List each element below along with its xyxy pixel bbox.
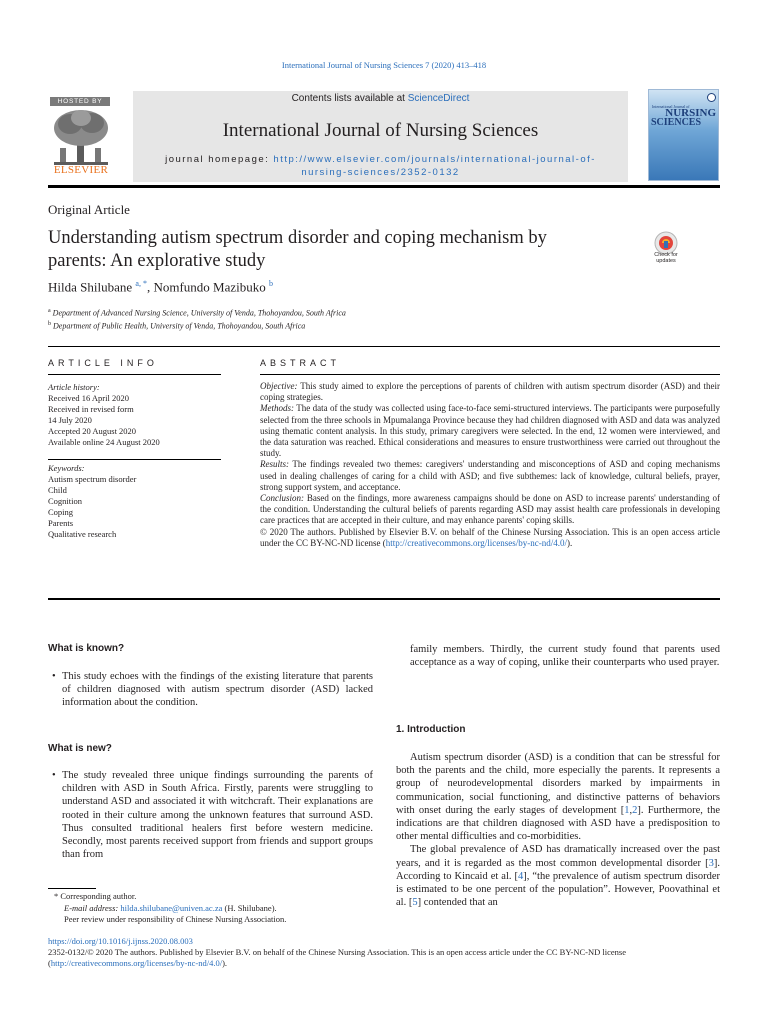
cover-small-text: International Journal of (652, 104, 690, 109)
journal-homepage (133, 153, 628, 179)
article-title (48, 227, 628, 273)
continuation-text: family members. Thirdly, the current study found that parents used acceptance as a way of coping, unlike their counterparts who used prayer. (410, 644, 720, 669)
article-info-heading: ARTICLE INFO (48, 358, 158, 368)
methods-text: The data of the study was collected using face-to-face semi-structured interviews. The participants were purposefully selected from the three schools in Mpumalanga Province because they had children diagnosed with ASD and data was analyzed using thematic content analysis. In this study, primary caregivers were selected. In the end, 12 women were interviewed, and the data saturation was reached. Ethical considerations and measures to ensure trustworthiness were carried out throughout the study. (260, 403, 720, 459)
elsevier-wordmark: ELSEVIER (53, 164, 109, 176)
abstract-rule (260, 374, 720, 375)
history-item: Received in revised form (48, 404, 134, 414)
license-link[interactable]: http://creativecommons.org/licenses/by-nc-nd/4.0/ (385, 537, 568, 548)
keywords-rule (48, 459, 221, 460)
new-findings-continuation (396, 643, 720, 669)
contents-line (133, 93, 628, 104)
abstract-bottom-rule (48, 598, 720, 600)
abstract-objective (260, 381, 720, 403)
affiliation-a-text: Department of Advanced Nursing Science, University of Venda, Thohoyandou, South Africa (52, 308, 346, 318)
info-rule (48, 374, 221, 375)
peer-review-note: Peer review under responsibility of Chinese Nursing Association. (64, 914, 287, 924)
affiliation-a (48, 306, 346, 319)
keyword: Coping (48, 507, 74, 517)
corresponding-author-note: * Corresponding author. (54, 891, 137, 901)
affiliation-b-text: Department of Public Health, University of Venda, Thohoyandou, South Africa (53, 321, 306, 331)
affiliations (48, 306, 346, 331)
conclusion-label: Conclusion: (260, 493, 304, 504)
keyword: Qualitative research (48, 529, 117, 539)
history-label: Article history: (48, 382, 100, 392)
affiliation-b-mark: b (48, 320, 51, 327)
email-label: E-mail address: (64, 902, 121, 913)
intro-paragraph-1 (396, 751, 720, 843)
header-rule (48, 185, 720, 188)
copyright-end: ). (567, 537, 573, 548)
journal-cover-thumbnail[interactable] (648, 89, 719, 181)
abstract-results (260, 459, 720, 493)
contents-prefix: Contents lists available at (291, 93, 408, 104)
objective-text: This study aimed to explore the perceptions of parents of children with autism spectrum disorder (ASD) and their coping strategies. (260, 381, 720, 403)
bottom-end: ). (222, 958, 228, 968)
article-title-line1: Understanding autism spectrum disorder and coping mechanism by (48, 228, 547, 248)
issn-license-line (48, 947, 720, 969)
author-2: Nomfundo Mazibuko (153, 279, 266, 295)
p2-text-b: ]. According to Kincaid et al. [ (396, 857, 720, 882)
homepage-label: journal homepage: (165, 154, 274, 165)
author-1-affiliation-mark[interactable]: a, * (135, 279, 147, 288)
history-item: Accepted 20 August 2020 (48, 426, 137, 436)
homepage-url-line1[interactable]: http://www.elsevier.com/journals/international-journal-of- (273, 154, 596, 165)
keyword: Cognition (48, 496, 83, 506)
article-title-line2: parents: An explorative study (48, 251, 266, 271)
citation-link[interactable]: 4 (518, 870, 524, 882)
doi-license-block (48, 936, 720, 969)
citation-sep: , (629, 804, 633, 816)
abstract-conclusion (260, 493, 720, 527)
affiliation-b (48, 319, 346, 332)
methods-label: Methods: (260, 403, 294, 414)
check-for-updates-label[interactable]: Check for updates (654, 252, 678, 264)
p2-text-c: ], “the prevalence of autism spectrum disorder is estimated to be one percent of the population”. However, Poovathinal et al. [ (396, 870, 720, 909)
p2-text-d: ] contended that an (417, 897, 498, 909)
homepage-url-line2[interactable]: nursing-sciences/2352-0132 (301, 167, 460, 178)
elsevier-tree-logo-icon (50, 108, 112, 166)
citation-link[interactable]: 3 (708, 857, 714, 869)
email-note (54, 903, 374, 915)
article-history (48, 382, 228, 448)
abstract-copyright (260, 527, 720, 549)
journal-title: International Journal of Nursing Sciences (222, 120, 539, 141)
email-link[interactable]: hilda.shilubane@univen.ac.za (120, 902, 223, 913)
abstract-methods (260, 403, 720, 459)
issn-text: 2352-0132/© 2020 The authors. Published by Elsevier B.V. on behalf of the Chinese Nursing Association. This is an open access article under the CC BY-NC-ND license ( (48, 947, 626, 968)
what-is-new-heading: What is new? (48, 743, 112, 754)
results-label: Results: (260, 459, 289, 470)
email-name: (H. Shilubane). (222, 902, 277, 913)
intro-paragraph-2 (396, 843, 720, 909)
cover-nursing: NURSING (665, 107, 716, 119)
conclusion-text: Based on the findings, more awareness campaigns should be done on ASD to increase parents' understanding of the condition. Understanding the cultural beliefs of parents regarding ASD may assist health care professionals in developing care practices that are accepted in their culture, and may enhance parents' coping skills. (260, 493, 720, 526)
copyright-text: © 2020 The authors. Published by Elsevier B.V. on behalf of the Chinese Nursing Association. This is an open access article under the CC BY-NC-ND license ( (260, 526, 720, 548)
citation-link[interactable]: 5 (412, 897, 418, 909)
footnotes (54, 891, 374, 926)
bottom-license-link[interactable]: http://creativecommons.org/licenses/by-nc-nd/4.0/ (50, 958, 223, 968)
keywords-label: Keywords: (48, 463, 85, 473)
what-is-known-heading: What is known? (48, 643, 125, 654)
doi-link[interactable]: https://doi.org/10.1016/j.ijnss.2020.08.003 (48, 936, 193, 946)
sciencedirect-link[interactable]: ScienceDirect (407, 93, 470, 104)
abstract-heading: ABSTRACT (260, 358, 341, 368)
author-2-affiliation-mark[interactable]: b (269, 279, 273, 288)
what-is-known-list (48, 670, 373, 710)
author-list (48, 279, 273, 295)
history-item: Received 16 April 2020 (48, 393, 129, 403)
p1-text-a: Autism spectrum disorder (ASD) is a condition that can be stressful for both the parents and the child, more especially the parents. It represents a group of neurodevelopmental disorders marked by impairments in communication, social functioning, and distinctive patterns of behaviors with onset during the early stages of development [ (396, 752, 720, 816)
list-item: • This study echoes with the findings of the existing literature that parents of children diagnosed with autism spectrum disorder (ASD) lacked information about the condition. (48, 670, 373, 710)
history-item: 14 July 2020 (48, 415, 92, 425)
abstract-body (260, 381, 720, 549)
author-separator: , (146, 279, 154, 295)
what-is-new-list (48, 769, 373, 861)
p1-text-b: ]. Furthermore, the indications are that children diagnosed with ASD have a predisposition to other mental difficulties and co-morbidities. (396, 804, 720, 843)
citation-link[interactable]: 1 (624, 804, 630, 816)
affiliation-a-mark: a (48, 308, 51, 314)
objective-label: Objective: (260, 381, 298, 391)
p2-text-a: The global prevalence of ASD has dramatically increased over the past years, and it is regarded as the most common developmental disorder [ (396, 844, 720, 869)
cover-emblem-icon (707, 93, 716, 102)
introduction-body (396, 751, 720, 909)
list-item: • The study revealed three unique findings surrounding the parents of children with ASD in South Africa. Firstly, parents were struggling to understand ASD and associated it with witchcraft. Their explanations are rooted in their culture among the unknown features that surround ASD. Thus consulted traditional healers first before western medicine. Secondly, most parents received support from friends and support groups than from (48, 769, 373, 861)
hosted-by-badge: HOSTED BY (50, 97, 110, 106)
article-type: Original Article (48, 202, 130, 217)
keyword: Child (48, 485, 67, 495)
footnote-rule (48, 888, 96, 889)
running-head[interactable]: International Journal of Nursing Sciences 7 (2020) 413–418 (281, 60, 487, 70)
results-text: The findings revealed two themes: caregivers' understanding and misconceptions of ASD and coping mechanisms used in dealing challenges of caring for a child with ASD; and five subthemes: lack of knowledge, cultural beliefs, prayer, strong support system, and acceptance. (260, 459, 720, 492)
keywords (48, 463, 228, 540)
keyword: Autism spectrum disorder (48, 474, 137, 484)
info-top-rule (48, 346, 720, 347)
keyword: Parents (48, 518, 74, 528)
cover-sciences: SCIENCES (651, 117, 702, 128)
citation-link[interactable]: 2 (632, 804, 638, 816)
author-1: Hilda Shilubane (48, 279, 133, 295)
history-item: Available online 24 August 2020 (48, 437, 160, 447)
introduction-heading: 1. Introduction (396, 724, 466, 735)
